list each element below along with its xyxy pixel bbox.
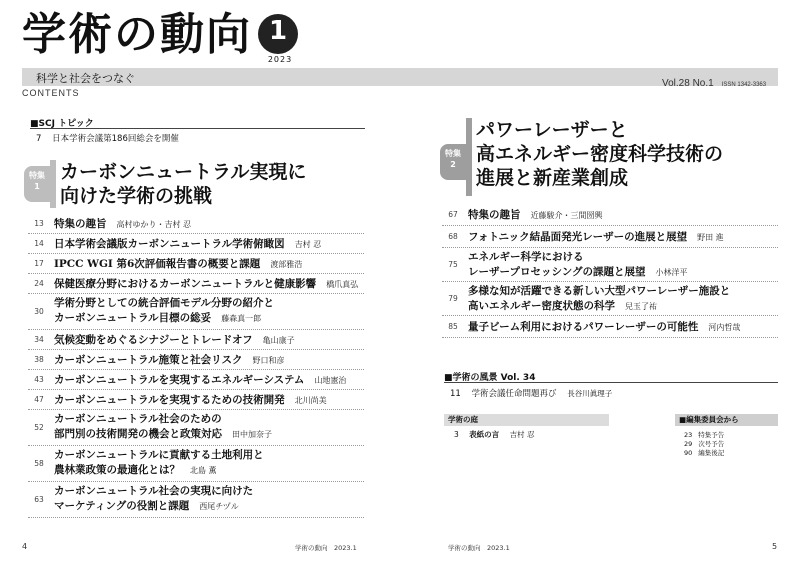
page-number: 90 — [684, 449, 693, 457]
page-number-left: 4 — [22, 542, 28, 551]
page-number: 67 — [448, 210, 458, 219]
page-number: 68 — [448, 232, 458, 241]
item-author: 吉村 忍 — [294, 239, 322, 249]
page-number: 47 — [34, 395, 44, 404]
toc-item[interactable] — [28, 446, 364, 482]
title-text: フォトニック結晶面発光レーザーの進展と展望 — [468, 230, 688, 243]
title-text: 保健医療分野におけるカーボンニュートラルと健康影響 — [54, 277, 317, 290]
item-title — [54, 412, 272, 442]
item-author: 長谷川眞理子 — [567, 389, 613, 398]
toc-item[interactable] — [442, 316, 778, 338]
page-number: 58 — [34, 459, 44, 468]
title-line — [54, 373, 346, 388]
badge-number: 1 — [34, 182, 40, 191]
page-number: 3 — [454, 430, 459, 439]
title-line — [468, 208, 603, 223]
feature2-badge — [440, 144, 466, 180]
title-line — [54, 257, 302, 272]
toc-item[interactable] — [442, 282, 778, 316]
title-text: 多様な知が活躍できる新しい大型パワーレーザー施設と — [468, 285, 731, 297]
page-number: 34 — [34, 335, 44, 344]
title-text: カーボンニュートラル施策と社会リスク — [54, 353, 243, 366]
item-author: 渡部雅浩 — [270, 259, 303, 269]
page-number: 29 — [684, 440, 693, 448]
toc-item[interactable] — [28, 370, 364, 390]
title-text: カーボンニュートラル社会のための — [54, 413, 222, 425]
toc-item[interactable] — [28, 330, 364, 350]
title-text: 部門別の技術開発の機会と政策対応 — [54, 428, 222, 440]
item-title — [54, 393, 327, 408]
feature1-badge — [24, 166, 50, 202]
feature2-title-bar — [466, 118, 472, 196]
item-title: 表紙の言 — [469, 430, 500, 439]
badge-number: 2 — [450, 160, 456, 169]
item-title: 次号予告 — [698, 440, 725, 448]
title-text: カーボンニュートラルを実現するエネルギーシステム — [54, 373, 305, 386]
title-line — [468, 230, 724, 245]
footer-left: 学術の動向 2023.1 — [295, 544, 357, 552]
title-text: カーボンニュートラルに貢献する土地利用と — [54, 449, 264, 461]
page-number: 23 — [684, 431, 693, 439]
row-divider — [28, 517, 364, 518]
toc-item[interactable] — [28, 410, 364, 446]
scj-topic-item[interactable] — [36, 132, 179, 144]
item-title — [468, 250, 688, 280]
item-title: 編集後記 — [698, 449, 725, 457]
row-divider — [442, 337, 778, 338]
feature1-title — [60, 160, 306, 208]
divider — [444, 382, 778, 383]
title-line: 向けた学術の挑戦 — [60, 185, 213, 207]
title-text: 学術分野としての統合評価モデル分野の紹介と — [54, 297, 274, 309]
item-author: 野口和彦 — [252, 355, 285, 365]
title-line — [54, 427, 272, 442]
title-line — [54, 217, 191, 232]
title-text: レーザープロセッシングの課題と展望 — [468, 266, 646, 278]
item-author: 田中加奈子 — [232, 430, 272, 439]
title-line — [54, 296, 274, 311]
editors-item[interactable] — [684, 439, 724, 448]
title-line — [468, 299, 730, 314]
page-number: 14 — [34, 239, 44, 248]
item-author: 吉村 忍 — [509, 430, 535, 439]
title-text: 高いエネルギー密度状態の科学 — [468, 300, 615, 312]
title-line — [54, 499, 253, 514]
item-author: 亀山康子 — [262, 335, 295, 345]
toc-item[interactable] — [28, 294, 364, 330]
title-line: カーボンニュートラル実現に — [60, 161, 307, 183]
title-line — [54, 311, 274, 326]
toc-item[interactable] — [442, 248, 778, 282]
item-author: 藤森真一郎 — [221, 314, 262, 323]
toc-item[interactable] — [28, 274, 364, 294]
item-title — [54, 217, 191, 232]
page-number: 43 — [34, 375, 44, 384]
toc-item[interactable] — [442, 226, 778, 248]
title-text: 気候変動をめぐるシナジーとトレードオフ — [54, 333, 253, 346]
footer-right: 学術の動向 2023.1 — [448, 544, 510, 552]
page-number: 85 — [448, 322, 458, 331]
title-line: パワーレーザーと — [476, 119, 628, 141]
page-number: 11 — [450, 389, 461, 399]
editors-heading: ■編集委員会から — [675, 414, 778, 426]
item-author: 近藤駿介・三間圀興 — [530, 210, 603, 220]
niwa-heading: 学術の庭 — [444, 414, 609, 426]
item-author: 野田 進 — [697, 232, 724, 242]
title-text: 特集の趣旨 — [54, 217, 107, 230]
item-title — [54, 373, 346, 388]
title-line — [54, 353, 284, 368]
title-text: エネルギー科学における — [468, 251, 584, 263]
page-number: 7 — [36, 134, 42, 144]
item-author: 兒玉了祐 — [625, 302, 657, 311]
title-text: 量子ビーム利用におけるパワーレーザーの可能性 — [468, 320, 699, 333]
item-title — [468, 230, 724, 245]
toc-item[interactable] — [28, 350, 364, 370]
editors-item[interactable] — [684, 448, 724, 457]
page-number: 63 — [34, 495, 44, 504]
volume-info — [662, 78, 766, 89]
item-author: 小林洋平 — [655, 268, 688, 277]
page-number-right: 5 — [772, 542, 778, 551]
volume: Vol.28 No.1 — [662, 78, 714, 89]
editors-item[interactable] — [684, 430, 724, 439]
title-text: 特集の趣旨 — [468, 208, 521, 221]
title-line — [54, 448, 264, 463]
title-line — [468, 265, 688, 280]
title-text: カーボンニュートラルを実現するための技術開発 — [54, 393, 285, 406]
title-text: IPCC WGI 第6次評価報告書の概要と課題 — [54, 257, 261, 270]
title-line — [54, 412, 272, 427]
item-title — [54, 257, 302, 272]
title-text: カーボンニュートラル社会の実現に向けた — [54, 485, 254, 497]
item-title: 日本学術会議第186回総会を開催 — [52, 134, 179, 144]
toc-item[interactable] — [28, 390, 364, 410]
scj-topic-heading: ■SCJ トピック — [30, 119, 94, 129]
toc-item[interactable] — [28, 254, 364, 274]
toc-item[interactable] — [28, 214, 364, 234]
title-text: 農林業政策の最適化とは？ — [54, 464, 180, 476]
item-title — [54, 277, 358, 292]
niwa-item[interactable] — [454, 429, 534, 440]
contents-label: CONTENTS — [22, 88, 80, 98]
item-author: 西尾チヅル — [199, 502, 239, 511]
item-title — [468, 284, 730, 314]
title-line — [468, 284, 730, 299]
item-title: 特集予告 — [698, 431, 725, 439]
title-line: 進展と新産業創成 — [476, 167, 629, 189]
title-line — [54, 463, 264, 478]
feature2-title — [476, 118, 723, 190]
issn: ISSN 1342-3363 — [721, 82, 767, 88]
item-title — [468, 320, 740, 335]
page-number: 79 — [448, 294, 458, 303]
issue-year: 2023 — [267, 55, 293, 64]
item-author: 河内哲哉 — [708, 322, 741, 332]
title-text: 日本学術会議版カーボンニュートラル学術俯瞰図 — [54, 237, 285, 250]
item-title — [54, 353, 284, 368]
title-line: 高エネルギー密度科学技術の — [476, 143, 724, 165]
item-author: 橋爪真弘 — [326, 279, 359, 289]
fukei-heading: ■学術の風景 Vol. 34 — [444, 373, 536, 383]
issue-number-badge — [258, 14, 298, 54]
page-number: 38 — [34, 355, 44, 364]
magazine-title: 学術の動向 — [22, 9, 252, 60]
title-line — [468, 320, 740, 335]
divider — [30, 128, 365, 129]
item-author: 北島 薫 — [190, 466, 217, 475]
item-title — [54, 333, 295, 348]
item-author: 高村ゆかり・吉村 忍 — [116, 219, 192, 229]
item-title — [54, 296, 274, 326]
title-line — [468, 250, 688, 265]
title-text: カーボンニュートラル目標の総妥 — [54, 312, 212, 324]
toc-item[interactable] — [28, 482, 364, 518]
title-text: マーケティングの役割と課題 — [54, 500, 190, 512]
title-line — [54, 393, 327, 408]
toc-item[interactable] — [442, 204, 778, 226]
title-line — [54, 237, 321, 252]
item-title — [54, 448, 264, 478]
item-title — [54, 484, 253, 514]
item-author: 山地憲治 — [314, 375, 347, 385]
item-title — [54, 237, 321, 252]
item-title: 学術会議任命問題再び — [471, 389, 557, 399]
page-number: 13 — [34, 219, 44, 228]
title-line — [54, 277, 358, 292]
issue-number: 1 — [268, 16, 288, 46]
page-number: 17 — [34, 259, 44, 268]
tagline: 科学と社会をつなぐ — [36, 72, 135, 85]
item-author: 北川尚美 — [294, 395, 327, 405]
title-line — [54, 333, 295, 348]
toc-item[interactable] — [28, 234, 364, 254]
page-number: 24 — [34, 279, 44, 288]
badge-label: 特集 — [445, 149, 461, 158]
badge-label: 特集 — [29, 171, 45, 180]
title-line — [54, 484, 253, 499]
page-number: 52 — [34, 423, 44, 432]
feature1-title-bar — [50, 160, 56, 208]
page-number: 30 — [34, 307, 44, 316]
page-number: 75 — [448, 260, 458, 269]
item-title — [468, 208, 603, 223]
fukei-item[interactable] — [450, 387, 612, 399]
